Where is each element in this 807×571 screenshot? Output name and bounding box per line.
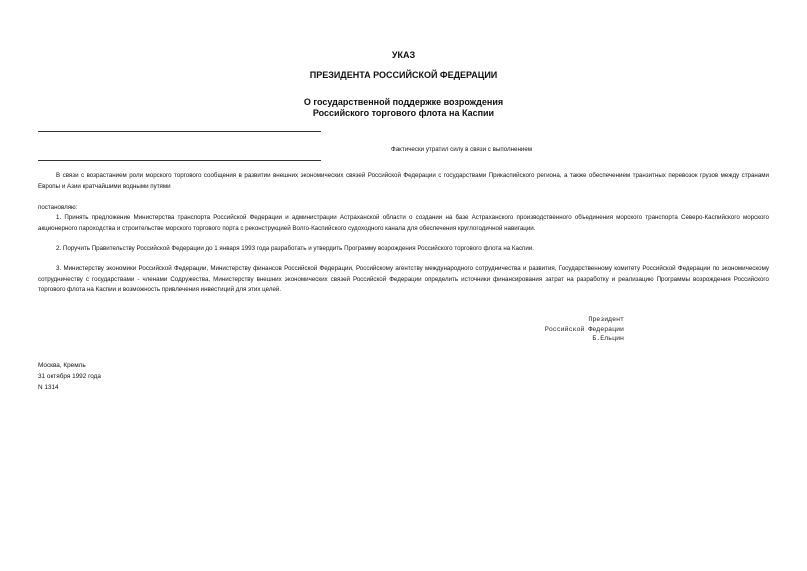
signing-date: 31 октября 1992 года (38, 373, 101, 380)
document-title: УКАЗ (391, 50, 416, 60)
signature-country: Российской Федерации (544, 325, 624, 333)
document-issuer: ПРЕЗИДЕНТА РОССИЙСКОЙ ФЕДЕРАЦИИ (309, 70, 498, 80)
preamble-paragraph: В связи с возрастанием роли морского торгового сообщения в развитии внешних экономических связей Российской Федерации с государствами Прикаспийского региона, а также обеспечением транзитных перевозок грузов между странами Европы и Азии кратчайшими водными путями (38, 172, 769, 190)
signing-place: Москва, Кремль (38, 362, 86, 369)
divider-bottom (38, 160, 321, 161)
decree-item-2: 2. Поручить Правительству Российской Федерации до 1 января 1993 года разработать и утвердить Программу возрождения Российского торгового флота на Каспии. (56, 245, 535, 252)
divider-top (38, 131, 321, 132)
signature-name: Б.Ельцин (592, 335, 624, 342)
decree-item-1: 1. Принять предложение Министерства транспорта Российской Федерации и администрации Астраханской области о создании на базе Астраханского производственного объединения морского транспорта Северо-Каспийского морского акционерного пароходства и строительстве морского торгового порта с реконструкцией Волго-Каспийского судоходного канала для обеспечения круглогодичной навигации. (38, 214, 769, 232)
status-note: Фактически утратил силу в связи с выполнением (391, 146, 533, 153)
decree-item-3: 3. Министерству экономики Российской Федерации, Министерству финансов Российской Федерации, Российскому агентству международного сотрудничества и развития, Государственному комитету Российской Федерации по экономическому сотрудничеству с государствами - членами Содружества, Министерству внешних экономических связей Российской Федерации определить источники финансирования затрат на разработку и реализацию Программы возрождения Российского торгового флота на Каспии и возможность привлечения инвестиций для этих целей. (38, 265, 769, 293)
signature-block (460, 315, 624, 344)
signature-title: Президент (588, 316, 624, 323)
decree-word: постановляю: (38, 204, 78, 211)
place-date-block (38, 360, 101, 393)
document-subject-line-1: О государственной поддержке возрождения (303, 97, 504, 107)
document-number: N 1314 (38, 384, 59, 391)
document-subject-line-2: Российского торгового флота на Каспии (312, 108, 495, 118)
